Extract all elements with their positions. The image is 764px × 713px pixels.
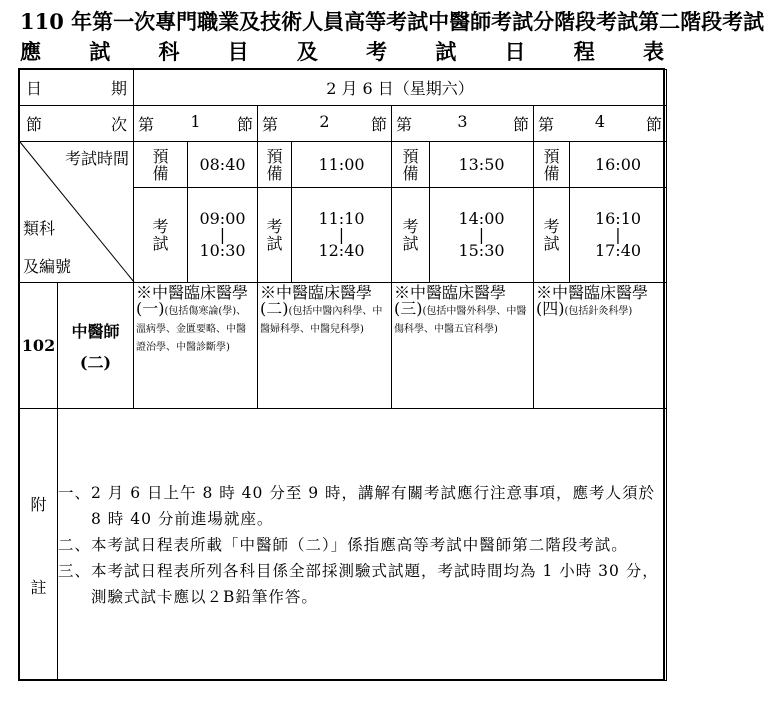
note-text: 本考試日程表所載「中醫師（二）」係指應高等考試中醫師第二階段考試。: [91, 535, 628, 554]
exam-time-range: [188, 188, 258, 283]
session-row: [20, 106, 667, 142]
exam-start-time: 16:10: [594, 209, 642, 229]
subtitle-char: 應: [20, 39, 41, 64]
notes-label: [20, 409, 58, 681]
document-subtitle: [20, 36, 664, 66]
schedule-table: [19, 69, 667, 681]
subtitle-char: 程: [573, 39, 595, 64]
note-item: [58, 532, 664, 558]
subject-cell: [534, 283, 667, 409]
subject-number: (一): [136, 299, 165, 318]
corner-header-cell: [20, 142, 134, 283]
exam-end-time: 12:40: [318, 241, 365, 261]
prepare-label: [134, 142, 188, 188]
session-suffix: 節: [370, 115, 387, 134]
category-label: 類科: [23, 219, 56, 238]
notes-content: [58, 409, 667, 681]
note-item: [58, 480, 664, 532]
session-suffix: 節: [645, 115, 662, 134]
session-number: 4: [594, 112, 606, 131]
session-prefix: 第: [396, 115, 413, 134]
prepare-label-top: 預: [266, 146, 283, 166]
exam-label-bottom: 試: [152, 234, 169, 254]
exam-end-time: 10:30: [199, 241, 246, 261]
prepare-label-top: 預: [152, 146, 169, 166]
subtitle-char: 及: [296, 39, 318, 64]
session-label-left: 節: [26, 115, 43, 134]
notes-row: [20, 409, 667, 681]
subject-cell: [134, 283, 258, 409]
exam-time-label: 考試時間: [64, 149, 129, 168]
category-name-line2: (二): [79, 352, 112, 372]
prepare-time: 11:00: [292, 142, 392, 188]
prepare-time: 16:00: [570, 142, 667, 188]
subtitle-char: 日: [504, 39, 526, 64]
session-prefix: 第: [262, 115, 279, 134]
prepare-label: [258, 142, 292, 188]
date-label-cell: [20, 70, 134, 106]
session-label-cell: [20, 106, 134, 142]
category-number-label: 及編號: [23, 257, 72, 276]
date-label-right: 期: [110, 79, 127, 98]
prepare-time: 08:40: [188, 142, 258, 188]
session-suffix: 節: [236, 115, 253, 134]
note-text: 本考試日程表所列各科目係全部採測驗式試題，考試時間均為 1 小時 30 分，測驗式試卡應以２B鉛筆作答。: [91, 561, 659, 606]
subject-number: (三): [394, 299, 423, 318]
time-connector: |: [219, 225, 226, 245]
note-item: [58, 558, 664, 610]
date-row: [20, 70, 667, 106]
time-connector: |: [615, 225, 621, 245]
subject-detail: (包括傷寒論(學)、溫病學、金匱要略、中醫證治學、中醫診斷學): [136, 306, 247, 353]
prepare-label: [534, 142, 570, 188]
prepare-time-row: [20, 142, 667, 188]
prepare-time: 13:50: [430, 142, 534, 188]
category-name-line1: 中醫師: [71, 321, 120, 341]
exam-time-range: [292, 188, 392, 283]
subject-number: (四): [536, 299, 565, 318]
subject-detail: (包括中醫外科學、中醫傷科學、中醫五官科學): [394, 306, 527, 335]
exam-time-range: [570, 188, 667, 283]
subject-cell: [258, 283, 392, 409]
exam-end-time: 15:30: [458, 241, 505, 261]
note-text: 2 月 6 日上午 8 時 40 分至 9 時，講解有關考試應行注意事項，應考人須於 8 時 40 分前進場就座。: [91, 483, 656, 528]
subject-title: ※中醫臨床醫學: [536, 283, 649, 302]
exam-date: 2 月 6 日（星期六）: [134, 70, 667, 106]
prepare-label-bottom: 備: [402, 163, 419, 183]
date-label-left: 日: [26, 79, 43, 98]
exam-label-bottom: 試: [543, 234, 560, 254]
prepare-label-bottom: 備: [152, 163, 169, 183]
exam-start-time: 14:00: [458, 209, 505, 229]
exam-label-top: 考: [266, 217, 283, 237]
exam-label: [134, 188, 188, 283]
subtitle-char: 試: [89, 39, 111, 64]
prepare-label: [392, 142, 430, 188]
note-number: 三、: [58, 561, 92, 580]
prepare-label-bottom: 備: [543, 163, 560, 183]
subject-detail: (包括針灸科學): [564, 306, 633, 317]
exam-label: [258, 188, 292, 283]
subject-title: ※中醫臨床醫學: [394, 283, 507, 302]
subject-title: ※中醫臨床醫學: [260, 283, 373, 302]
session-number: 3: [457, 112, 468, 131]
notes-label-top: 附: [30, 494, 47, 514]
exam-label: [392, 188, 430, 283]
subtitle-char: 表: [642, 39, 664, 64]
session-header: [258, 106, 392, 142]
session-number: 2: [319, 112, 330, 131]
time-connector: |: [478, 225, 485, 245]
note-number: 二、: [58, 535, 92, 554]
session-number: 1: [190, 112, 201, 131]
subject-detail: (包括中醫內科學、中醫婦科學、中醫兒科學): [260, 306, 383, 335]
prepare-label-top: 預: [402, 146, 419, 166]
category-name: [58, 283, 134, 409]
exam-label-top: 考: [543, 217, 560, 237]
session-label-right: 次: [110, 115, 127, 134]
time-connector: |: [338, 225, 345, 245]
subtitle-char: 試: [435, 39, 457, 64]
exam-label: [534, 188, 570, 283]
session-header: [134, 106, 258, 142]
session-header: [534, 106, 667, 142]
subject-cell: [392, 283, 534, 409]
exam-label-bottom: 試: [402, 234, 419, 254]
subject-number: (二): [260, 299, 289, 318]
notes-label-bottom: 註: [30, 577, 47, 597]
document-title: 110 年第一次專門職業及技術人員高等考試中醫師考試分階段考試第二階段考試: [20, 9, 764, 34]
exam-label-top: 考: [402, 217, 419, 237]
subtitle-char: 考: [366, 39, 388, 64]
note-number: 一、: [58, 483, 92, 502]
exam-label-bottom: 試: [266, 234, 283, 254]
session-suffix: 節: [512, 115, 529, 134]
exam-time-range: [430, 188, 534, 283]
session-prefix: 第: [538, 115, 555, 134]
prepare-label-bottom: 備: [266, 163, 283, 183]
exam-start-time: 11:10: [318, 209, 365, 229]
exam-start-time: 09:00: [199, 209, 246, 229]
subjects-row: [20, 283, 667, 409]
subtitle-char: 科: [158, 39, 180, 64]
exam-end-time: 17:40: [594, 241, 642, 261]
subtitle-char: 目: [227, 39, 249, 64]
category-code: 102: [20, 283, 58, 409]
session-prefix: 第: [138, 115, 155, 134]
exam-label-top: 考: [152, 217, 169, 237]
session-header: [392, 106, 534, 142]
prepare-label-top: 預: [543, 146, 560, 166]
subject-title: ※中醫臨床醫學: [136, 283, 249, 302]
